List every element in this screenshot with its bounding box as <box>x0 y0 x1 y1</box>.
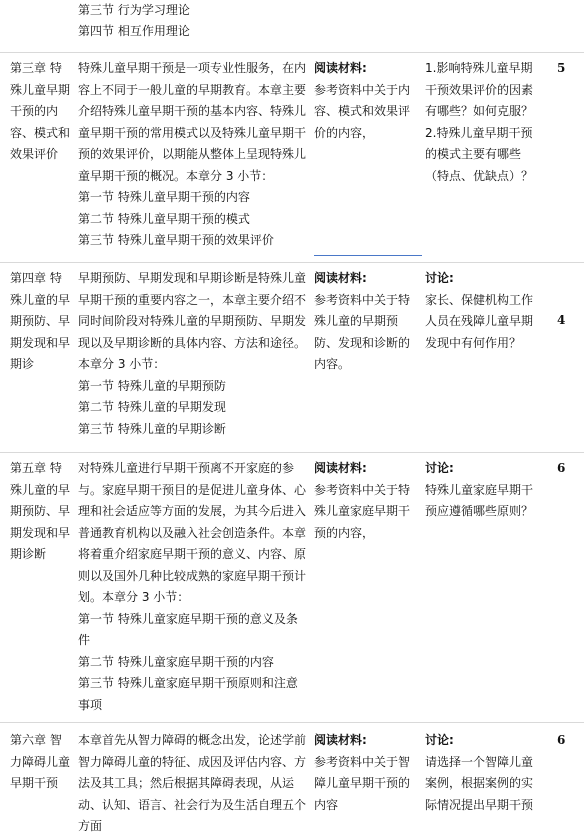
row-divider <box>0 52 584 53</box>
hours: 6 <box>557 461 566 475</box>
section-item: 第一节 特殊儿童早期干预的内容 <box>78 190 250 204</box>
reading-material <box>314 58 420 144</box>
chapter-content <box>78 268 308 440</box>
reading-material <box>314 458 420 544</box>
section-item: 第三节 特殊儿童家庭早期干预原则和注意事项 <box>78 676 298 712</box>
section-item: 第一节 特殊儿童家庭早期干预的意义及条件 <box>78 611 298 647</box>
reading-title: 阅读材料: <box>314 733 367 747</box>
task-text: 特殊儿童家庭早期干预应遵循哪些原则？ <box>425 482 534 518</box>
task-cell <box>425 458 537 523</box>
chapter-title: 第五章 特殊儿童的早期预防、早期发现和早期诊断 <box>10 461 71 561</box>
reading-text: 参考资料中关于特殊儿童的早期预防、发现和诊断的内容。 <box>314 292 411 371</box>
reading-title: 阅读材料: <box>314 271 367 285</box>
task-text: 家长、保健机构工作人员在残障儿童早期发现中有何作用？ <box>425 292 534 350</box>
section-item: 第一节 特殊儿童的早期预防 <box>78 378 226 393</box>
chapter-content <box>78 58 308 252</box>
task-title: 讨论: <box>425 461 454 475</box>
task-title: 讨论: <box>425 271 454 285</box>
task-cell <box>425 730 537 816</box>
chapter-title: 第三章 特殊儿童早期干预的内容、模式和效果评价 <box>10 61 71 161</box>
syllabus-row-chapter-6 <box>0 730 584 833</box>
section-item: 第三节 特殊儿童的早期诊断 <box>78 421 226 436</box>
section-item: 第三节 特殊儿童早期干预的效果评价 <box>78 233 274 247</box>
reading-text: 参考资料中关于内容、模式和效果评价的内容， <box>314 82 411 140</box>
task-text: 1.影响特殊儿童早期干预效果评价的因素有哪些？如何克服？ 2.特殊儿童早期干预的模式主要有哪些（特点、优缺点）？ <box>425 61 534 183</box>
syllabus-row-chapter-3 <box>0 58 584 258</box>
section-item: 第二节 特殊儿童家庭早期干预的内容 <box>78 654 274 669</box>
hours: 6 <box>557 733 566 747</box>
syllabus-row-chapter-5 <box>0 458 584 712</box>
reading-text: 参考资料中关于智障儿童早期干预的内容 <box>314 754 411 812</box>
section-line: 第四节 相互作用理论 <box>78 24 190 38</box>
chapter-title: 第六章 智力障碍儿童早期干预 <box>10 733 71 790</box>
section-item: 第二节 特殊儿童的早期发现 <box>78 400 226 414</box>
row-divider <box>0 262 584 263</box>
section-line: 第三节 行为学习理论 <box>78 3 190 17</box>
reading-title: 阅读材料: <box>314 461 367 475</box>
chapter-content <box>78 730 308 838</box>
underline-accent <box>314 255 422 256</box>
task-cell <box>425 268 537 354</box>
task-title: 讨论: <box>425 733 454 747</box>
reading-material <box>314 730 420 816</box>
reading-material <box>314 268 420 376</box>
content-paragraph: 特殊儿童早期干预是一项专业性服务，在内容上不同于一般儿童的早期教育。本章主要介绍特殊儿童早期干预的基本内容、特殊儿童早期干预的常用模式以及特殊儿童早期干预的效果评价，以期能从整体上呈现特殊儿童早期干预的概况。本章分 3 小节： <box>78 61 307 183</box>
task-text: 请选择一个智障儿童案例，根据案例的实际情况提出早期干预 <box>425 754 534 812</box>
section-item: 本章分 3 小节： <box>78 357 166 371</box>
content-paragraph: 对特殊儿童进行早期干预离不开家庭的参与。家庭早期干预目的是促进儿童身体、心理和社会适应等方面的发展，为其今后进入普通教育机构以及融入社会创造条件。本章将着重介绍家庭早期干预的意义、内容、原则以及国外几种比较成熟的家庭早期干预计划。本章分 3 小节： <box>78 461 307 604</box>
hours: 4 <box>557 313 566 327</box>
syllabus-row-chapter-4 <box>0 268 584 438</box>
reading-title: 阅读材料: <box>314 61 367 75</box>
row-divider <box>0 452 584 453</box>
hours: 5 <box>557 61 566 75</box>
row-divider <box>0 722 584 723</box>
content-paragraph: 本章首先从智力障碍的概念出发，论述学前智力障碍儿童的特征、成因及评估内容、方法及其工具；然后根据其障碍表现，从运动、认知、语言、社会行为及生活自理五个方面 <box>78 733 307 833</box>
previous-section-list <box>78 0 190 42</box>
task-cell <box>425 58 537 187</box>
section-item: 第二节 特殊儿童早期干预的模式 <box>78 211 250 226</box>
chapter-title: 第四章 特殊儿童的早期预防、早期发现和早期诊 <box>10 271 71 371</box>
content-paragraph: 早期预防、早期发现和早期诊断是特殊儿童早期干预的重要内容之一，本章主要介绍不同时间阶段对特殊儿童的早期预防、早期发现以及早期诊断的具体内容、方法和途径。 <box>78 271 307 350</box>
chapter-content <box>78 458 308 716</box>
reading-text: 参考资料中关于特殊儿童家庭早期干预的内容， <box>314 482 411 540</box>
